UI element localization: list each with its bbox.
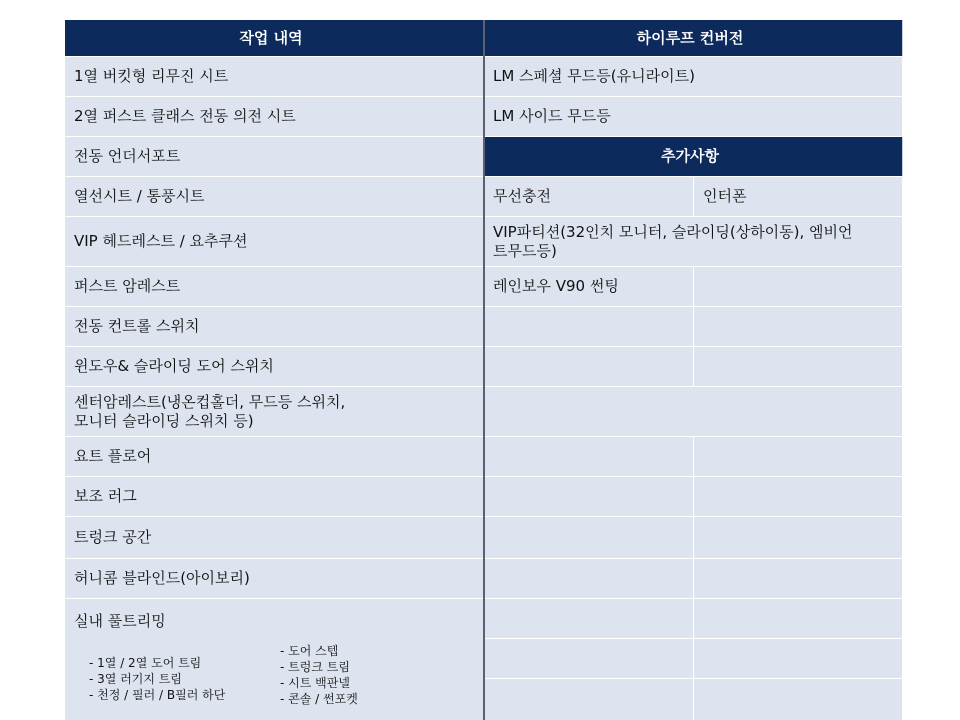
extras-header: 추가사항 bbox=[484, 137, 903, 177]
empty-cell bbox=[694, 599, 903, 639]
empty-cell bbox=[484, 639, 694, 679]
empty-cell bbox=[484, 679, 694, 720]
conversion-row-2: LM 사이드 무드등 bbox=[484, 97, 903, 137]
conversion-header: 하이루프 컨버전 bbox=[484, 20, 903, 57]
trim-item: - 3열 러기지 트림 bbox=[89, 671, 225, 687]
trim-item: - 콘솔 / 썬포켓 bbox=[280, 691, 358, 707]
empty-cell bbox=[484, 347, 694, 387]
extra-wireless-charging: 무선충전 bbox=[484, 177, 694, 217]
empty-cell bbox=[694, 517, 903, 559]
work-row-9-line-2: 모니터 슬라이딩 스위치 등) bbox=[74, 411, 254, 430]
empty-cell bbox=[484, 599, 694, 639]
work-row-4: 열선시트 / 통풍시트 bbox=[65, 177, 484, 217]
empty-cell bbox=[694, 559, 903, 599]
empty-cell bbox=[484, 387, 903, 437]
work-row-14-title: 실내 풀트리밍 bbox=[74, 612, 166, 630]
trim-item: - 시트 백판넬 bbox=[280, 675, 358, 691]
work-row-9 bbox=[65, 387, 484, 437]
trim-item: - 1열 / 2열 도어 트림 bbox=[89, 655, 225, 671]
empty-cell bbox=[694, 639, 903, 679]
trim-item: - 도어 스텝 bbox=[280, 643, 358, 659]
extra-tint: 레인보우 V90 썬팅 bbox=[484, 267, 694, 307]
work-row-10: 요트 플로어 bbox=[65, 437, 484, 477]
empty-cell bbox=[694, 347, 903, 387]
work-row-9-line-1: 센터암레스트(냉온컵홀더, 무드등 스위치, bbox=[74, 392, 346, 411]
column-divider bbox=[483, 20, 485, 720]
work-header: 작업 내역 bbox=[65, 20, 484, 57]
extra-vip-line-1: VIP파티션(32인치 모니터, 슬라이딩(상하이동), 엠비언 bbox=[493, 222, 853, 241]
empty-cell bbox=[694, 679, 903, 720]
work-row-13: 허니콤 블라인드(아이보리) bbox=[65, 559, 484, 599]
trim-item: - 천정 / 필러 / B필러 하단 bbox=[89, 687, 225, 703]
extra-vip-line-2: 트무드등) bbox=[493, 241, 557, 260]
empty-cell bbox=[484, 307, 694, 347]
work-row-1: 1열 버킷형 리무진 시트 bbox=[65, 57, 484, 97]
work-row-12: 트렁크 공간 bbox=[65, 517, 484, 559]
trim-item: - 트렁크 트림 bbox=[280, 659, 358, 675]
work-row-2: 2열 퍼스트 클래스 전동 의전 시트 bbox=[65, 97, 484, 137]
work-row-5: VIP 헤드레스트 / 요추쿠션 bbox=[65, 217, 484, 267]
work-row-7: 전동 컨트롤 스위치 bbox=[65, 307, 484, 347]
work-row-8: 윈도우& 슬라이딩 도어 스위치 bbox=[65, 347, 484, 387]
trim-list-b bbox=[280, 643, 358, 707]
empty-cell bbox=[484, 517, 694, 559]
empty-cell bbox=[694, 437, 903, 477]
work-details-table bbox=[65, 20, 903, 720]
conversion-row-1: LM 스페셜 무드등(유니라이트) bbox=[484, 57, 903, 97]
work-row-11: 보조 러그 bbox=[65, 477, 484, 517]
empty-cell bbox=[484, 559, 694, 599]
work-row-3: 전동 언더서포트 bbox=[65, 137, 484, 177]
empty-cell bbox=[694, 267, 903, 307]
extra-vip-partition bbox=[484, 217, 903, 267]
trim-list-a bbox=[89, 655, 225, 703]
extra-intercom: 인터폰 bbox=[694, 177, 903, 217]
empty-cell bbox=[694, 307, 903, 347]
empty-cell bbox=[694, 477, 903, 517]
work-row-6: 퍼스트 암레스트 bbox=[65, 267, 484, 307]
empty-cell bbox=[484, 437, 694, 477]
empty-cell bbox=[484, 477, 694, 517]
